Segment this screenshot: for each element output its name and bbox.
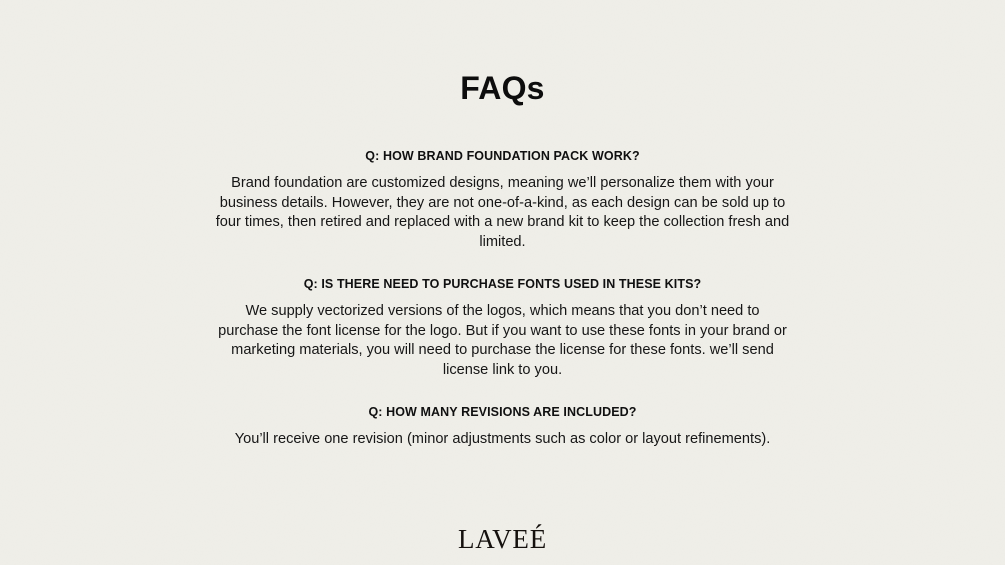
faq-question: Q: HOW BRAND FOUNDATION PACK WORK?: [365, 149, 640, 163]
faq-answer: Brand foundation are customized designs, meaning we’ll personalize them with your business details. However, they are not one-of-a-kind, as each design can be sold up to four times, then retired and replaced with a new brand kit to keep the collection fresh and limited.: [215, 175, 790, 250]
faq-question: Q: IS THERE NEED TO PURCHASE FONTS USED IN THESE KITS?: [303, 277, 702, 291]
faq-item: [216, 148, 790, 252]
faq-item: [216, 404, 790, 450]
faq-content: [216, 0, 790, 554]
faq-question: Q: HOW MANY REVISIONS ARE INCLUDED?: [368, 405, 637, 419]
brand-logo: LAVEÉ: [458, 523, 547, 554]
faq-list: [216, 148, 790, 450]
page-title: FAQs: [460, 70, 545, 106]
faq-item: [216, 276, 790, 380]
faq-answer: You’ll receive one revision (minor adjustments such as color or layout refinements).: [234, 431, 771, 447]
faq-answer: We supply vectorized versions of the logos, which means that you don’t need to purchase the font license for the logo. But if you want to use these fonts in your brand or marketing materials, you will need to purchase the license for these fonts. we’ll send license link to you.: [218, 303, 787, 378]
